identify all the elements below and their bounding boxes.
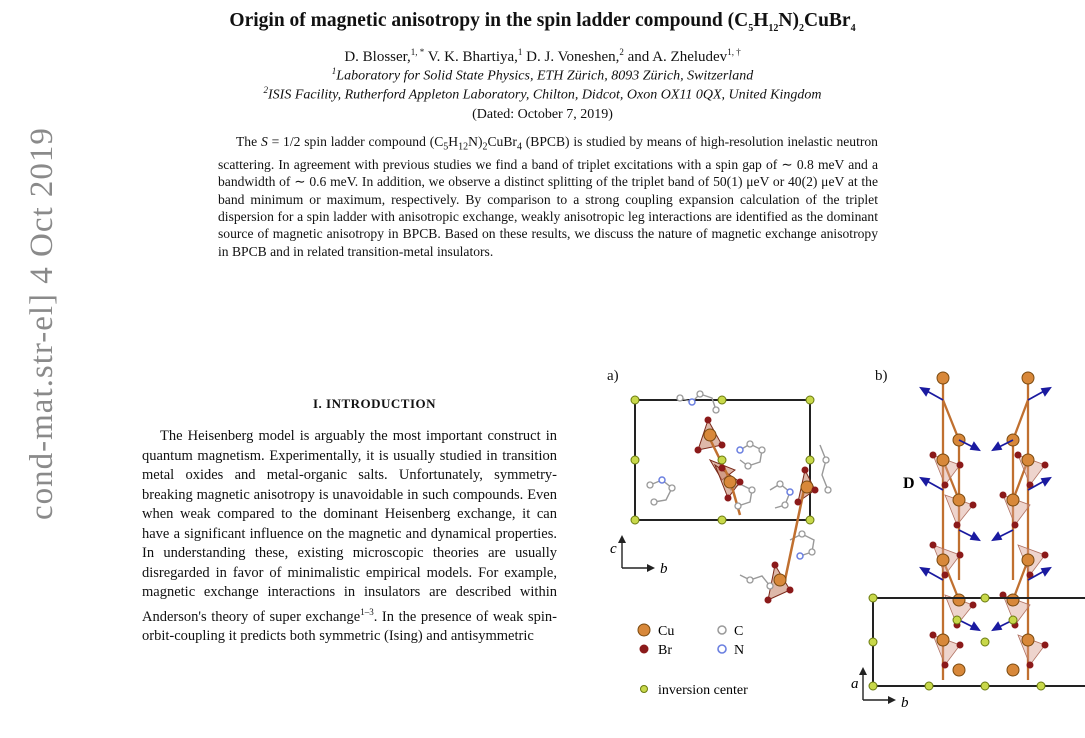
axis-b-label-b: b bbox=[901, 695, 909, 711]
legend-c: C bbox=[734, 624, 744, 639]
panel-a-label: a) bbox=[607, 368, 619, 384]
arxiv-identifier: cond-mat.str-el] 4 Oct 2019 bbox=[24, 127, 60, 520]
legend-n: N bbox=[734, 643, 745, 658]
cu-atoms-b bbox=[937, 372, 1034, 676]
figure-panel-b bbox=[845, 360, 1085, 738]
axis-a-label: a bbox=[851, 676, 859, 692]
introduction-text: The Heisenberg model is arguably the most important construct in quantum magnetism. Experimentally, it is usually studied in transition metal oxides and metal-organic salts. Unfortunately, symmetry-breaking magnetic anisotropy is unavoidable in such compounds. Even when weak compared to the dominant Heisenberg exchange, it can have a significant influence on the magnetic and dynamical properties. In understanding these, existing microscopic theories are usually disregarded in favor of minimalistic empirical models. For example, magnetic exchange interactions in insulators are described within Anderson's theory of super exchange$^{1-3}$. In the presence of weak spin-orbit-coupling it predicts both symmetric (Ising) and antisymmetric bbox=[142, 428, 557, 644]
author-list: D. Blosser,$^{1, *}$ V. K. Bhartiya,$^1$ D. J. Voneshen,$^2$ and A. Zheludev$^{1, \dagger}$ bbox=[344, 47, 741, 65]
legend-inversion-center: inversion center bbox=[658, 683, 748, 698]
axis-b-label-a: b bbox=[660, 561, 668, 577]
legend bbox=[638, 624, 748, 698]
abstract: The S = 1/2 spin ladder compound $(C_5H_{12}N)_2CuBr_4$ (BPCB) is studied by means of high-resolution inelastic neutron scattering. In agreement with previous studies we find a band of triplet excitations with a spin gap of ∼ 0.8 meV and a bandwidth of ∼ 0.6 meV. In addition, we observe a distinct splitting of the triplet band of 50(1) μeV or 40(2) μeV at the band minimum or maximum, respectively. By comparison to a strong coupling expansion calculation of the triplet dispersion for a spin ladder with anisotropic exchange, weakly anisotropic leg interactions are identified as the dominant source of magnetic anisotropy in BPCB. Based on these results, we discuss the nature of magnetic exchange anisotropy in BPCB and in related transition-metal insulators. bbox=[218, 134, 878, 259]
d-vector-label: D bbox=[903, 475, 915, 492]
panel-b-label: b) bbox=[875, 368, 888, 384]
cu-atoms bbox=[704, 429, 813, 586]
legend-cu: Cu bbox=[658, 624, 675, 639]
inversion-centers-b bbox=[869, 594, 1085, 690]
section-heading: I. INTRODUCTION bbox=[312, 396, 437, 411]
figure-panel-a bbox=[590, 390, 870, 730]
date-line: (Dated: October 7, 2019) bbox=[472, 107, 613, 122]
paper-title: Origin of magnetic anisotropy in the spin ladder compound $(C_5H_{12}N)_2CuBr_4$ bbox=[229, 10, 856, 34]
axis-c-label: c bbox=[610, 541, 617, 557]
affiliation-2: $^2$ISIS Facility, Rutherford Appleton Laboratory, Chilton, Didcot, Oxon OX11 0QX, United Kingdom bbox=[263, 85, 822, 103]
affiliation-1: $^1$Laboratory for Solid State Physics, ETH Zürich, 8093 Zürich, Switzerland bbox=[331, 66, 754, 84]
legend-br: Br bbox=[658, 643, 672, 658]
